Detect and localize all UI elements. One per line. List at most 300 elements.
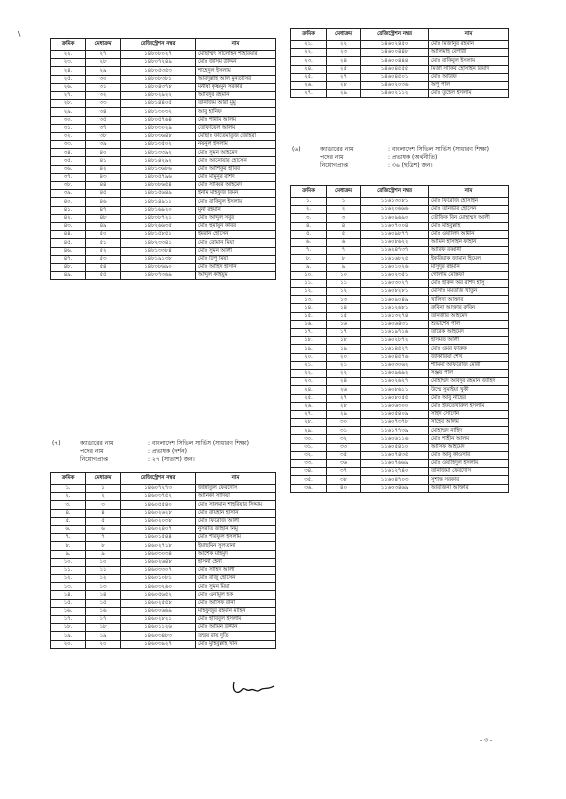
- registration-cell: ১১৬০৩০২৭: [361, 279, 429, 287]
- serial-cell: ২৬.: [291, 81, 327, 89]
- merit-cell: ৩৭: [327, 468, 361, 476]
- serial-cell: ১৫.: [291, 312, 327, 320]
- merit-cell: ২৮: [327, 402, 361, 410]
- table-row: [291, 320, 509, 328]
- table-row: [51, 640, 276, 648]
- serial-cell: ৩৩.: [51, 141, 86, 149]
- name-cell: মোঃ শামীম আলম: [196, 116, 276, 124]
- name-cell: মোসাঃ মমতাজ খাতুন: [429, 288, 509, 296]
- registration-cell: ১১৬০৬৪৩১: [361, 320, 429, 328]
- registration-cell: ১১৬০৭৪৩৫: [361, 451, 429, 459]
- table-row: [291, 476, 509, 484]
- merit-cell: ২১: [327, 361, 361, 369]
- table-row: [291, 329, 509, 337]
- serial-cell: ১৪.: [291, 304, 327, 312]
- post-label: পদের নাম: [320, 154, 344, 162]
- serial-cell: ১৩.: [291, 296, 327, 304]
- name-cell: আরজিনা আক্তার: [429, 484, 509, 492]
- registration-cell: ১৪৬০১৫৪৪: [121, 534, 196, 542]
- merit-cell: ২৬: [327, 386, 361, 394]
- header-merit: মেধাক্রম: [86, 473, 121, 485]
- name-cell: মোঃ হারুন অর রশিদ হাসু: [429, 279, 509, 287]
- registration-cell: ১৪৮০৩০২৯: [121, 124, 196, 132]
- serial-cell: ২৫.: [51, 75, 86, 83]
- header-serial: ক্রমিক: [291, 186, 327, 198]
- page-corner-mark: \: [18, 30, 21, 38]
- serial-cell: ২০.: [51, 640, 86, 648]
- header-merit: মেধাক্রম: [327, 186, 361, 198]
- serial-cell: ৩৯.: [51, 190, 86, 198]
- registration-cell: ১৪৮০৭২৪৯: [121, 59, 196, 67]
- registration-cell: ১৪৬০৫৬৫২: [121, 591, 196, 599]
- serial-cell: ১৭.: [291, 329, 327, 337]
- name-cell: মোঃ রাজু হোসেন: [196, 575, 276, 583]
- table-row: [51, 75, 276, 83]
- name-cell: মোঃ আবু কাওসার: [429, 451, 509, 459]
- table-row: [51, 583, 276, 591]
- serial-cell: ৩১.: [51, 124, 86, 132]
- registration-cell: ১১৬১৯৭১৬: [361, 329, 429, 337]
- registration-cell: ১৪৬০০৪৪৮: [361, 49, 429, 57]
- name-cell: মোঃ রাকিবুল ইসলাম: [429, 57, 509, 65]
- name-cell: তন্ময় রায় দুতি: [196, 632, 276, 640]
- table-row: [51, 190, 276, 198]
- section-number: (৬): [292, 146, 301, 153]
- serial-cell: ১৯.: [51, 632, 86, 640]
- name-cell: মোঃ সুমন আহমেদ: [196, 149, 276, 157]
- count-label: নিয়োগপ্রাপ্ত: [80, 456, 109, 464]
- merit-cell: ৬: [86, 525, 121, 533]
- table-row: [51, 632, 276, 640]
- name-cell: মোঃ রাকিবুল ইসলাম: [196, 198, 276, 206]
- header-registration: রেজিস্ট্রেশন নম্বর: [121, 473, 196, 485]
- merit-cell: ৪৯: [86, 222, 121, 230]
- table-row: [51, 124, 276, 132]
- registration-cell: ১১৬১৩০৮১: [361, 198, 429, 206]
- serial-cell: ১৫.: [51, 599, 86, 607]
- table-row: [51, 558, 276, 566]
- name-cell: মোঃ সালমান শাহরিয়ার সিদ্দাম: [196, 501, 276, 509]
- table-row: [51, 100, 276, 108]
- merit-cell: ৩: [327, 214, 361, 222]
- registration-cell: ১১৬১৪৫২৭: [361, 345, 429, 353]
- table-row: [291, 378, 509, 386]
- table-row: [291, 451, 509, 459]
- registration-cell: ১৪৬০২৭১৮: [121, 542, 196, 550]
- name-cell: মোঃ আসিফ রানা: [196, 599, 276, 607]
- table-row: [291, 222, 509, 230]
- merit-cell: ৩১: [86, 83, 121, 91]
- merit-cell: ১৩: [327, 296, 361, 304]
- registration-cell: ১৪৮২৬৬৩৫: [121, 222, 196, 230]
- name-cell: আনিকা সাদিয়া: [196, 493, 276, 501]
- serial-cell: ২১.: [291, 41, 327, 49]
- registration-cell: ১৪৮১৬৯২০: [121, 206, 196, 214]
- registration-cell: ১১৬১৩২৭৪: [361, 312, 429, 320]
- merit-cell: ৫২: [86, 247, 121, 255]
- merit-cell: ১: [327, 198, 361, 206]
- merit-cell: ২৪: [327, 378, 361, 386]
- merit-cell: ৪: [327, 222, 361, 230]
- registration-cell: ১৪৮০৮৬৯০: [121, 263, 196, 271]
- name-cell: মোঃ তানভীর হোসেন: [429, 206, 509, 214]
- table-row: [291, 443, 509, 451]
- name-cell: মোছাম্মৎ সালেহিন শাহরিয়ার: [196, 51, 276, 59]
- merit-cell: ১৯: [327, 345, 361, 353]
- name-cell: মুনা রহমান: [196, 206, 276, 214]
- name-cell: মোঃ আনোয়ার হোসেন: [196, 157, 276, 165]
- serial-cell: ৩২.: [51, 132, 86, 140]
- table-row: [51, 91, 276, 99]
- serial-cell: ৩৩.: [291, 460, 327, 468]
- merit-cell: ২৮: [327, 81, 361, 89]
- registration-cell: ১৪৮১৩৩৯২: [121, 149, 196, 157]
- serial-cell: ৩৫.: [51, 157, 86, 165]
- merit-cell: ১৯: [86, 632, 121, 640]
- table-row: [51, 263, 276, 271]
- merit-cell: ৩৪: [86, 108, 121, 116]
- registration-cell: ১১৬০৬৩০০: [361, 402, 429, 410]
- registration-cell: ১৪৬০৩৪৮৩: [121, 632, 196, 640]
- table-section-7: [50, 472, 276, 649]
- cadre-label: ক্যাডারের নাম: [80, 440, 114, 447]
- count-value: : ২৭ (সাতাশ) জন।: [148, 456, 195, 464]
- merit-cell: ৫: [327, 230, 361, 238]
- table-row: [51, 165, 276, 173]
- registration-cell: ১১৬১২৭৪০: [361, 468, 429, 476]
- name-cell: মোঃ সাহিদ আলী: [196, 566, 276, 574]
- name-cell: মোঃ ওয়ালিদ আমীন: [429, 230, 509, 238]
- header-registration: রেজিস্ট্রেশন নম্বর: [361, 186, 429, 198]
- table-row: [51, 591, 276, 599]
- name-cell: মাহফুজুর রহমান মাহিন: [196, 607, 276, 615]
- registration-cell: ১৪৬০৩৯২৭: [121, 640, 196, 648]
- serial-cell: ৪২.: [51, 214, 86, 222]
- serial-cell: ১২.: [291, 288, 327, 296]
- merit-cell: ১৬: [86, 607, 121, 615]
- section-info-6: [292, 146, 489, 171]
- registration-cell: ১৪৮০৮৭২১: [121, 214, 196, 222]
- table-row: [51, 255, 276, 263]
- serial-cell: ১৬.: [291, 320, 327, 328]
- serial-cell: ২৪.: [291, 386, 327, 394]
- serial-cell: ৩৪.: [291, 468, 327, 476]
- header-serial: ক্রমিক: [291, 29, 327, 41]
- table-row: [291, 304, 509, 312]
- serial-cell: ১৪.: [51, 591, 86, 599]
- table-section-6: [290, 185, 509, 493]
- name-cell: মোঃ মুহিবুল্লাহ খান: [196, 640, 276, 648]
- header-registration: রেজিস্ট্রেশন নম্বর: [361, 29, 429, 41]
- name-cell: রুবিনা আক্তার রুবিন: [429, 304, 509, 312]
- table-row: [291, 214, 509, 222]
- name-cell: মোঃ হাবিবুল ইসলাম: [196, 616, 276, 624]
- merit-cell: ২৩: [327, 49, 361, 57]
- merit-cell: ২৯: [86, 67, 121, 75]
- serial-cell: ৩৪.: [51, 149, 86, 157]
- table-row: [291, 353, 509, 361]
- merit-cell: ৩২: [86, 91, 121, 99]
- table-row: [51, 157, 276, 165]
- name-cell: মোঃ ফিরোজ হোসাইন: [429, 198, 509, 206]
- registration-cell: ১৪৬০২০৩৮: [121, 517, 196, 525]
- name-cell: মোঃ আমিন উদ্দীন: [196, 624, 276, 632]
- table-row: [291, 386, 509, 394]
- registration-cell: ১৪৬০০৪৪৪: [361, 57, 429, 65]
- merit-cell: ৩০: [327, 419, 361, 427]
- post-value: : প্রভাষক (অর্থনীতি): [388, 154, 438, 162]
- name-cell: আবিদুর রহমান: [196, 91, 276, 99]
- merit-cell: ২০: [86, 640, 121, 648]
- merit-cell: ৫১: [86, 239, 121, 247]
- name-cell: মাসুদুর রহমান: [429, 263, 509, 271]
- merit-cell: ১৫: [327, 312, 361, 320]
- registration-cell: ১৪৮১৩৩৮৪: [121, 247, 196, 255]
- serial-cell: ১০.: [51, 558, 86, 566]
- table-row: [291, 41, 509, 49]
- serial-cell: ২৯.: [51, 108, 86, 116]
- registration-cell: ১৪৬০৪৫০১: [361, 73, 429, 81]
- merit-cell: ৪৭: [86, 206, 121, 214]
- merit-cell: ৪৮: [86, 214, 121, 222]
- serial-cell: ২.: [291, 206, 327, 214]
- merit-cell: ৩৫: [86, 116, 121, 124]
- registration-cell: ১৪৬০০৬৬৯: [121, 607, 196, 615]
- serial-cell: ৪৪.: [51, 231, 86, 239]
- merit-cell: ৩২: [327, 435, 361, 443]
- registration-cell: ১১৬১২৬৮১: [361, 304, 429, 312]
- registration-cell: ১৪৬০২৪০৭: [121, 525, 196, 533]
- serial-cell: ২.: [51, 493, 86, 501]
- serial-cell: ১.: [291, 198, 327, 206]
- table-row: [51, 67, 276, 75]
- merit-cell: ৫৫: [86, 272, 121, 280]
- merit-cell: ১০: [86, 558, 121, 566]
- name-cell: সঞ্জয় পাল: [429, 369, 509, 377]
- name-cell: আশেক মাহমুদ: [196, 550, 276, 558]
- table-row: [51, 108, 276, 116]
- header-merit: মেধাক্রম: [327, 29, 361, 41]
- table-row: [51, 575, 276, 583]
- registration-cell: ১১৬০৬১১৬: [361, 435, 429, 443]
- serial-cell: ৯.: [51, 550, 86, 558]
- header-name: নাম: [429, 29, 509, 41]
- serial-cell: ৪১.: [51, 206, 86, 214]
- registration-cell: ১৪৮১৩৫০২: [121, 141, 196, 149]
- registration-cell: ১১৬০৭৬৬৯: [361, 460, 429, 468]
- registration-cell: ১৪৬০৩৩০৭: [121, 566, 196, 574]
- name-cell: মোঃ আবু নাছের: [429, 394, 509, 402]
- table-row: [51, 116, 276, 124]
- name-cell: মোহাম্মদ আবদুর রহমান জাহিদ: [429, 378, 509, 386]
- table-row: [51, 525, 276, 533]
- name-cell: মোঃ মিজানুর রহমান: [429, 41, 509, 49]
- merit-cell: ১৮: [327, 337, 361, 345]
- name-cell: মোঃ আব্দুল সবুর: [196, 214, 276, 222]
- cadre-value: : বাংলাদেশ সিভিল সার্ভিস (সাধারণ শিক্ষা): [388, 146, 490, 153]
- name-cell: মোঃ মামুনুর রশিদ: [196, 173, 276, 181]
- merit-cell: ১০: [327, 271, 361, 279]
- name-cell: আসিফ আহমেদ: [429, 443, 509, 451]
- header-serial: ক্রমিক: [51, 473, 86, 485]
- registration-cell: ১১৬০৩০৬২: [361, 361, 429, 369]
- table-row: [291, 394, 509, 402]
- serial-cell: ৯.: [291, 263, 327, 271]
- serial-cell: ২৭.: [291, 90, 327, 98]
- merit-cell: ২: [327, 206, 361, 214]
- serial-cell: ৪০.: [51, 198, 86, 206]
- serial-cell: ২৫.: [291, 394, 327, 402]
- name-cell: জাকারিয়া শেখ: [429, 353, 509, 361]
- registration-cell: ১৪৮১৪২৯২: [121, 157, 196, 165]
- serial-cell: ১৬.: [51, 607, 86, 615]
- serial-cell: ১১.: [51, 566, 86, 574]
- table-row: [51, 599, 276, 607]
- serial-cell: ২০.: [291, 353, 327, 361]
- serial-cell: ৩২.: [291, 451, 327, 459]
- table-row: [51, 272, 276, 280]
- section-info-7: [52, 440, 249, 465]
- table-section-5-continued: [290, 28, 509, 98]
- merit-cell: ২২: [327, 41, 361, 49]
- serial-cell: ১৭.: [51, 616, 86, 624]
- table-row: [51, 239, 276, 247]
- registration-cell: ১৪৮০২৯২২: [121, 91, 196, 99]
- merit-cell: ৩: [86, 501, 121, 509]
- table-row: [291, 296, 509, 304]
- merit-cell: ২৮: [86, 59, 121, 67]
- table-row: [51, 509, 276, 517]
- name-cell: মোঃ শরিফুল ইসলাম: [196, 534, 276, 542]
- header-name: নাম: [196, 473, 276, 485]
- name-cell: মোছাঃ ফাতেমাতুজ জোহরা: [196, 132, 276, 140]
- serial-cell: ৪৮.: [51, 263, 86, 271]
- merit-cell: ৪৩: [86, 173, 121, 181]
- table-row: [51, 517, 276, 525]
- serial-cell: ১৩.: [51, 583, 86, 591]
- registration-cell: ১১৬০৮৬১১: [361, 386, 429, 394]
- name-cell: মোঃ রোমান মিয়া: [196, 239, 276, 247]
- registration-cell: ১৪৮০৫৭৬৪: [121, 116, 196, 124]
- registration-cell: ১১৬০৪৫৭৬: [361, 353, 429, 361]
- serial-cell: ১.: [51, 485, 86, 493]
- header-serial: ক্রমিক: [51, 39, 86, 51]
- name-cell: আলিমাহ বেপারী: [429, 49, 509, 57]
- name-cell: গোলাম মোস্তফা: [429, 271, 509, 279]
- name-cell: ইনাম মাহফুজ রিমন: [196, 190, 276, 198]
- merit-cell: ১৪: [327, 304, 361, 312]
- merit-cell: ১৮: [86, 624, 121, 632]
- merit-cell: ১৪: [86, 591, 121, 599]
- table-row: [291, 230, 509, 238]
- table-row: [291, 255, 509, 263]
- name-cell: মোঃ টিপু মিয়া: [196, 255, 276, 263]
- table-row: [291, 345, 509, 353]
- name-cell: তানজীর আহমেদ: [429, 312, 509, 320]
- registration-cell: ১১৬০৫৪১০: [361, 443, 429, 451]
- table-row: [291, 427, 509, 435]
- header-merit: মেধাক্রম: [86, 39, 121, 51]
- registration-cell: ১১৬০২৩৫১: [361, 271, 429, 279]
- merit-cell: ২৪: [327, 57, 361, 65]
- name-cell: খালিদা আক্তার: [429, 296, 509, 304]
- post-label: পদের নাম: [80, 448, 104, 456]
- serial-cell: ৩৬.: [51, 165, 86, 173]
- registration-cell: ১৪৬০৪৫৫৫: [361, 65, 429, 73]
- table-row: [291, 468, 509, 476]
- registration-cell: ১৪৬০৩২৬০: [121, 583, 196, 591]
- merit-cell: ৪৪: [86, 182, 121, 190]
- merit-cell: ৮: [327, 255, 361, 263]
- merit-cell: ৮: [86, 542, 121, 550]
- name-cell: ইয়াছমিন সুলতানা: [196, 542, 276, 550]
- merit-cell: ৩৩: [86, 100, 121, 108]
- table-row: [291, 263, 509, 271]
- registration-cell: ১৪৬০২৫৫৮: [121, 599, 196, 607]
- registration-cell: ১১৬০৭০০৪: [361, 222, 429, 230]
- merit-cell: ২৭: [327, 73, 361, 81]
- merit-cell: ২৫: [327, 65, 361, 73]
- registration-cell: ১৪৬০২৬৪৮: [121, 558, 196, 566]
- cadre-label: ক্যাডারের নাম: [320, 146, 354, 153]
- merit-cell: ৩৭: [86, 124, 121, 132]
- serial-cell: ১৮.: [51, 624, 86, 632]
- table-row: [51, 141, 276, 149]
- merit-cell: ১২: [327, 288, 361, 296]
- registration-cell: ১১৬১৬৮২৫: [361, 255, 429, 263]
- merit-cell: ৫৪: [86, 263, 121, 271]
- merit-cell: ৩৯: [86, 141, 121, 149]
- registration-cell: ১৪৬০২০৩৬: [361, 81, 429, 89]
- merit-cell: ৫০: [86, 231, 121, 239]
- merit-cell: ৪৫: [86, 190, 121, 198]
- serial-cell: ২৮.: [51, 100, 86, 108]
- serial-cell: ২৬.: [51, 83, 86, 91]
- registration-cell: ১১৬০৯০৪৯: [361, 296, 429, 304]
- registration-cell: ১৪৮১৩০৩২: [121, 108, 196, 116]
- merit-cell: ৩৮: [86, 132, 121, 140]
- merit-cell: ৩১: [327, 427, 361, 435]
- merit-cell: ৬: [327, 238, 361, 246]
- registration-cell: ১১৬০৭৩৭৮: [361, 419, 429, 427]
- name-cell: মোঃ আহিদ হাসান: [196, 263, 276, 271]
- registration-cell: ১৪৮০৩৬৪৮: [121, 132, 196, 140]
- name-cell: মনীষা কৃষ্ণমুন সরকার: [196, 83, 276, 91]
- name-cell: তানজিম আরা মুমু: [196, 100, 276, 108]
- merit-cell: ৯: [86, 550, 121, 558]
- registration-cell: ১৪৮০৫৭৯৬: [121, 173, 196, 181]
- merit-cell: ৪১: [86, 157, 121, 165]
- serial-cell: ৪৩.: [51, 222, 86, 230]
- merit-cell: ৩৮: [327, 476, 361, 484]
- merit-cell: ১৬: [327, 320, 361, 328]
- table-row: [51, 51, 276, 59]
- merit-cell: ৪০: [327, 484, 361, 492]
- name-cell: মোঃ ওয়াহিদুল ইসলাম: [429, 460, 509, 468]
- registration-cell: ১৪৬০৫৫৪০: [121, 501, 196, 509]
- name-cell: আবু হানিফ: [196, 108, 276, 116]
- serial-cell: ৩৬.: [291, 484, 327, 492]
- registration-cell: ১৪৬০২১১২: [361, 90, 429, 98]
- section-number: (৭): [52, 440, 61, 447]
- table-row: [51, 59, 276, 67]
- registration-cell: ১১৬০৯৬৯২: [361, 369, 429, 377]
- table-row: [51, 493, 276, 501]
- table-row: [51, 214, 276, 222]
- merit-cell: ২২: [327, 369, 361, 377]
- serial-cell: ৮.: [291, 255, 327, 263]
- merit-cell: ৪৬: [86, 198, 121, 206]
